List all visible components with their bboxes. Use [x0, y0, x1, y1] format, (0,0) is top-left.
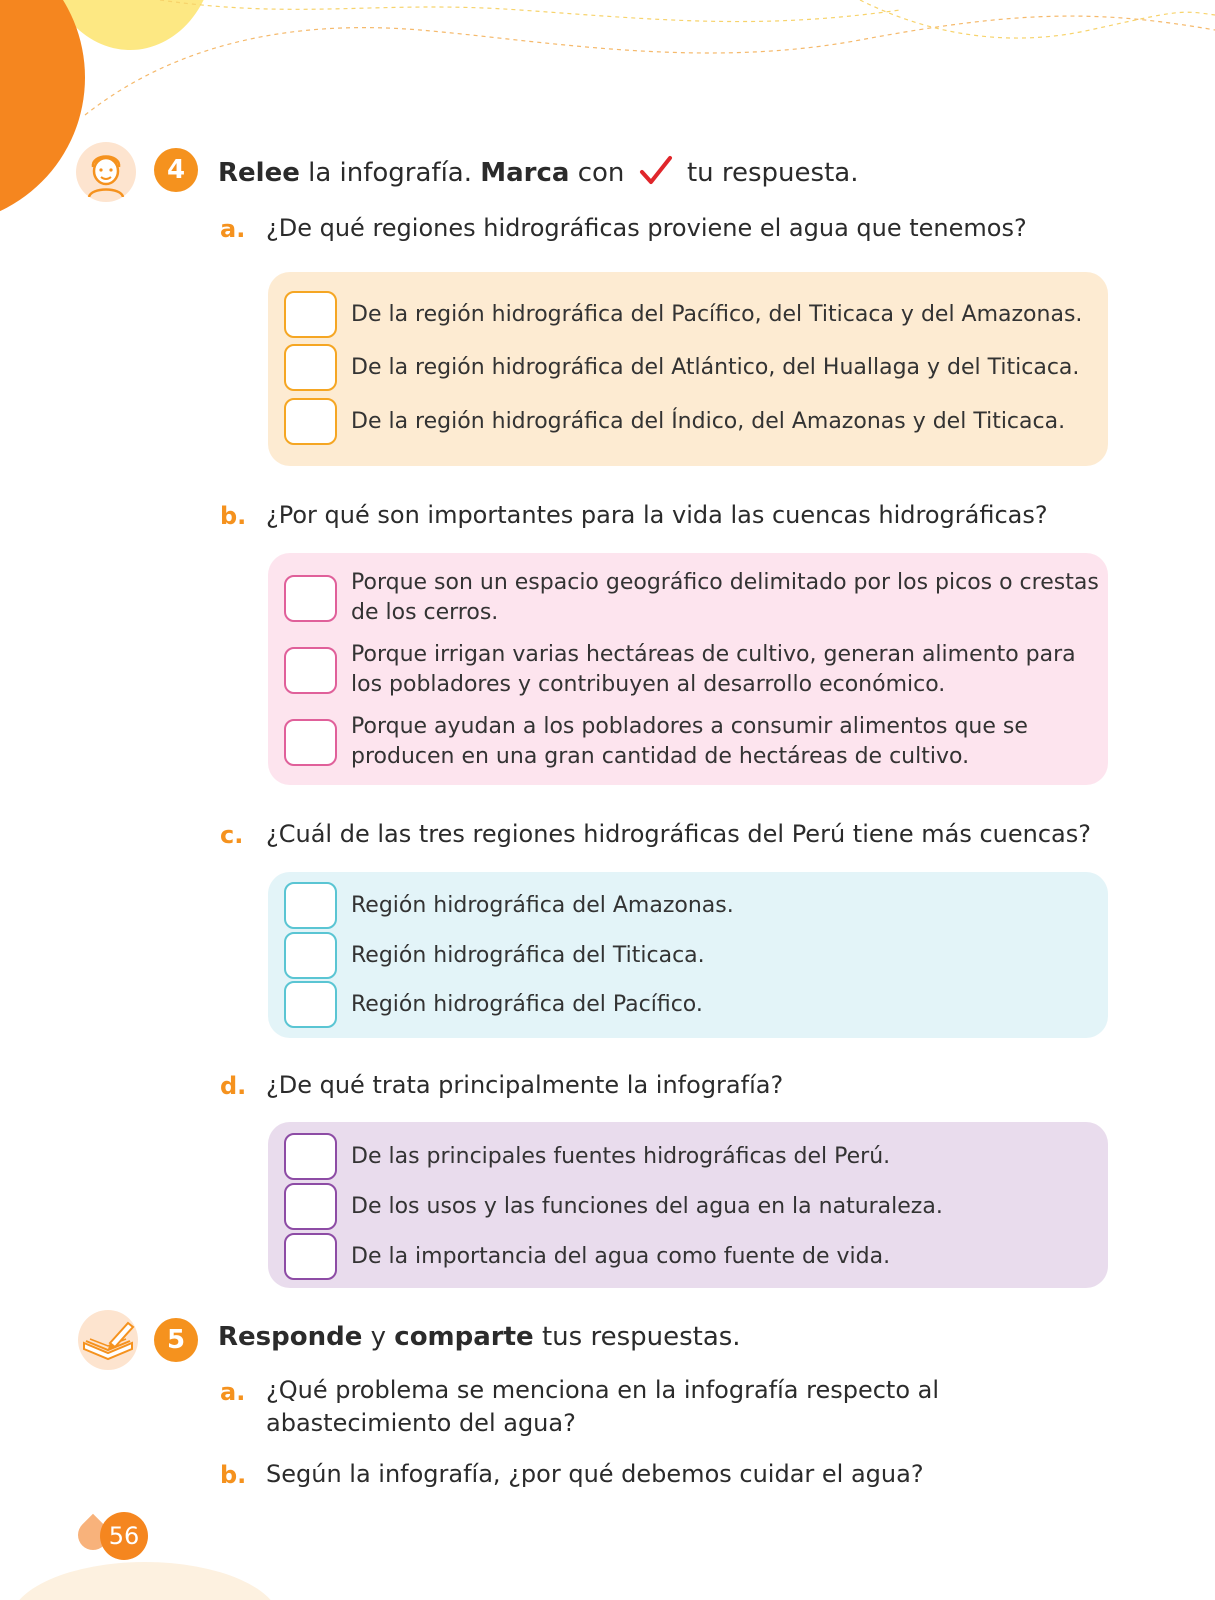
writing-notebook-icon [78, 1310, 138, 1370]
section-number-4: 4 [154, 148, 198, 192]
option-b3: Porque ayudan a los pobladores a consumir alimentos que se producen en una gran cantidad de hectáreas de cultivo. [284, 712, 1106, 772]
option-c2: Región hidrográfica del Titicaca. [284, 932, 1106, 979]
decorative-yellow-blob [45, 0, 215, 50]
answer-checkbox[interactable] [284, 398, 337, 445]
answer-checkbox[interactable] [284, 981, 337, 1028]
instruction-verb-responde: Responde [218, 1322, 363, 1352]
option-d1: De las principales fuentes hidrográficas del Perú. [284, 1133, 1106, 1180]
question-d-text: ¿De qué trata principalmente la infografía? [266, 1071, 784, 1099]
answer-checkbox[interactable] [284, 575, 337, 622]
question-letter-d: d. [220, 1072, 247, 1100]
answer-checkbox[interactable] [284, 344, 337, 391]
option-b2: Porque irrigan varias hectáreas de cultivo, generan alimento para los pobladores y contribuyen al desarrollo económico. [284, 640, 1106, 700]
answer-checkbox[interactable] [284, 1183, 337, 1230]
student-avatar-icon [76, 142, 136, 202]
option-d2: De los usos y las funciones del agua en la naturaleza. [284, 1183, 1106, 1230]
answer-checkbox[interactable] [284, 1233, 337, 1280]
question-letter-c: c. [220, 821, 244, 849]
instruction-verb-marca: Marca [480, 158, 570, 188]
answer-checkbox[interactable] [284, 1133, 337, 1180]
section-number-5: 5 [154, 1318, 198, 1362]
question5-letter-b: b. [220, 1461, 247, 1489]
answer-checkbox[interactable] [284, 719, 337, 766]
option-b1: Porque son un espacio geográfico delimitado por los picos o crestas de los cerros. [284, 568, 1106, 628]
section4-instruction: Relee la infografía. Marca con tu respuesta. [218, 155, 858, 188]
option-d3: De la importancia del agua como fuente de vida. [284, 1233, 1106, 1280]
option-a1: De la región hidrográfica del Pacífico, del Titicaca y del Amazonas. [284, 291, 1106, 338]
answer-checkbox[interactable] [284, 291, 337, 338]
section5-instruction: Responde y comparte tus respuestas. [218, 1322, 741, 1352]
question-letter-b: b. [220, 502, 247, 530]
question-c-text: ¿Cuál de las tres regiones hidrográficas del Perú tiene más cuencas? [266, 820, 1091, 848]
page-number: 56 [100, 1512, 148, 1560]
question5-a-text: ¿Qué problema se menciona en la infografía respecto al abastecimiento del agua? [266, 1376, 940, 1437]
checkmark-icon [639, 155, 673, 187]
question-b-text: ¿Por qué son importantes para la vida las cuencas hidrográficas? [266, 501, 1048, 529]
answer-checkbox[interactable] [284, 932, 337, 979]
question5-letter-a: a. [220, 1378, 246, 1406]
question-letter-a: a. [220, 215, 246, 243]
decorative-orange-circle [0, 0, 85, 225]
instruction-verb-comparte: comparte [394, 1322, 534, 1352]
question-a-text: ¿De qué regiones hidrográficas proviene el agua que tenemos? [266, 214, 1027, 242]
option-a2: De la región hidrográfica del Atlántico, del Huallaga y del Titicaca. [284, 344, 1106, 391]
question5-b-text: Según la infografía, ¿por qué debemos cuidar el agua? [266, 1460, 924, 1488]
option-c3: Región hidrográfica del Pacífico. [284, 981, 1106, 1028]
answer-checkbox[interactable] [284, 882, 337, 929]
option-c1: Región hidrográfica del Amazonas. [284, 882, 1106, 929]
option-a3: De la región hidrográfica del Índico, del Amazonas y del Titicaca. [284, 398, 1106, 445]
answer-checkbox[interactable] [284, 647, 337, 694]
instruction-verb-relee: Relee [218, 158, 300, 188]
decorative-dashed-lines [0, 0, 1215, 130]
decorative-bottom-blob [10, 1562, 280, 1600]
